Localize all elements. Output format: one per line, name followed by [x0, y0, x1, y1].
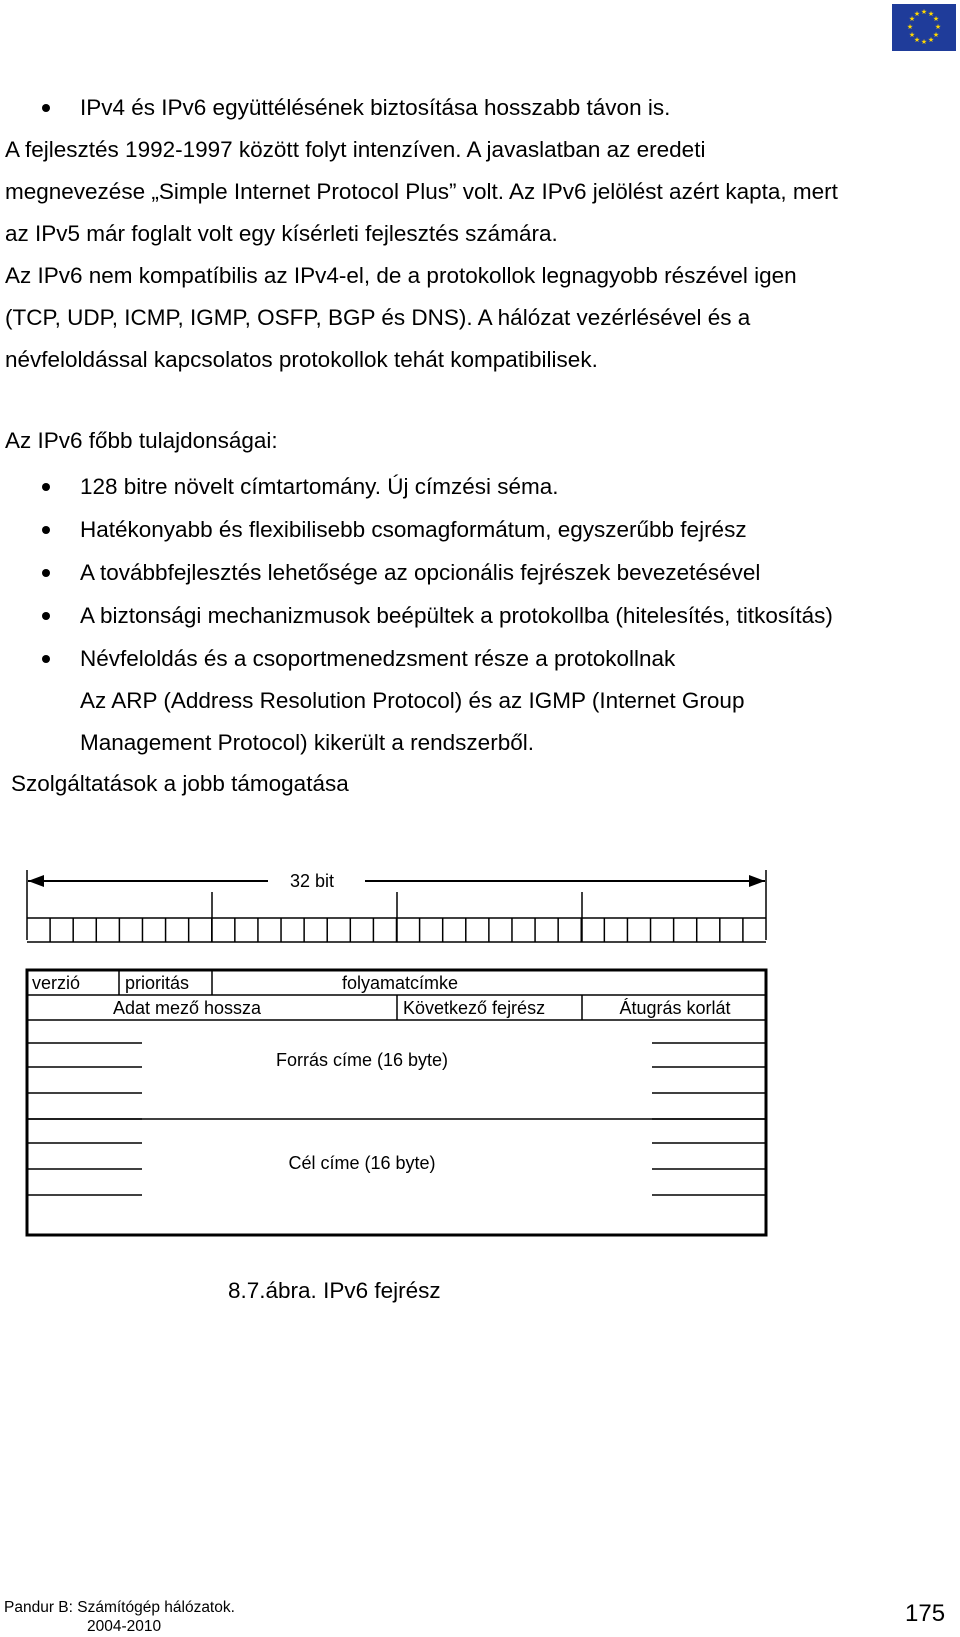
svg-text:★: ★ [920, 9, 928, 16]
feature-note-line: Az ARP (Address Resolution Protocol) és az IGMP (Internet Group [80, 688, 745, 713]
feature-item: A továbbfejlesztés lehetősége az opcionális fejrészek bevezetésével [80, 560, 761, 585]
feature-item: 128 bitre növelt címtartomány. Új címzési séma. [80, 474, 559, 499]
arrowhead-right-icon [749, 875, 765, 887]
field-priority: prioritás [125, 973, 190, 993]
field-next-header: Következő fejrész [403, 998, 546, 1018]
svg-text:★: ★ [913, 11, 921, 18]
svg-text:★: ★ [913, 37, 921, 44]
width-label: 32 bit [289, 871, 335, 891]
ipv6-header-svg [0, 860, 960, 1260]
bullet-dot [42, 104, 50, 112]
field-source-address: Forrás címe (16 byte) [275, 1050, 449, 1070]
paragraph-line: A fejlesztés 1992-1997 között folyt intenzíven. A javaslatban az eredeti [5, 137, 706, 162]
field-destination-address: Cél címe (16 byte) [288, 1153, 436, 1173]
svg-text:★: ★ [927, 11, 935, 18]
paragraph-line: az IPv5 már foglalt volt egy kísérleti fejlesztés számára. [5, 221, 558, 246]
features-heading: Az IPv6 főbb tulajdonságai: [5, 428, 278, 453]
bullet-dot [42, 526, 50, 534]
paragraph-line: (TCP, UDP, ICMP, IGMP, OSFP, BGP és DNS). A hálózat vezérlésével és a [5, 305, 751, 330]
field-payload-length: Adat mező hossza [112, 998, 262, 1018]
services-line: Szolgáltatások a jobb támogatása [11, 771, 349, 796]
feature-item: A biztonsági mechanizmusok beépültek a protokollba (hitelesítés, titkosítás) [80, 603, 833, 628]
svg-text:★: ★ [932, 16, 940, 23]
bullet-ipv4-ipv6-coexistence: IPv4 és IPv6 együttélésének biztosítása hosszabb távon is. [80, 95, 671, 120]
svg-text:★: ★ [908, 16, 916, 23]
figure-caption: 8.7.ábra. IPv6 fejrész [228, 1278, 441, 1303]
feature-item: Hatékonyabb és flexibilisebb csomagformátum, egyszerűbb fejrész [80, 517, 747, 542]
svg-text:★: ★ [934, 24, 942, 31]
svg-text:★: ★ [920, 39, 928, 46]
bullet-dot [42, 612, 50, 620]
paragraph-line: megnevezése „Simple Internet Protocol Plus” volt. Az IPv6 jelölést azért kapta, mert [5, 179, 838, 204]
field-hop-limit: Átugrás korlát [619, 998, 731, 1018]
paragraph-line: Az IPv6 nem kompatíbilis az IPv4-el, de a protokollok legnagyobb részével igen [5, 263, 797, 288]
svg-text:★: ★ [906, 24, 914, 31]
feature-note-line: Management Protocol) kikerült a rendszerből. [80, 730, 534, 755]
bullet-dot [42, 569, 50, 577]
feature-item: Névfeloldás és a csoportmenedzsment része a protokollnak [80, 646, 676, 671]
eu-flag-icon [892, 4, 956, 51]
svg-text:★: ★ [927, 37, 935, 44]
bit-ruler [27, 892, 766, 942]
field-version: verzió [32, 973, 81, 993]
footer-book-years: 2004-2010 [87, 1618, 162, 1635]
field-flow-label: folyamatcímke [341, 973, 459, 993]
arrowhead-left-icon [28, 875, 44, 887]
paragraph-line: névfeloldással kapcsolatos protokollok tehát kompatibilisek. [5, 347, 598, 372]
ipv6-header-diagram [0, 860, 960, 1265]
footer-book-info [4, 1598, 235, 1636]
footer-book-title: Pandur B: Számítógép hálózatok. [4, 1599, 235, 1616]
svg-text:★: ★ [932, 32, 940, 39]
bullet-dot [42, 483, 50, 491]
svg-text:★: ★ [908, 32, 916, 39]
page-number: 175 [905, 1600, 946, 1627]
bullet-dot [42, 655, 50, 663]
